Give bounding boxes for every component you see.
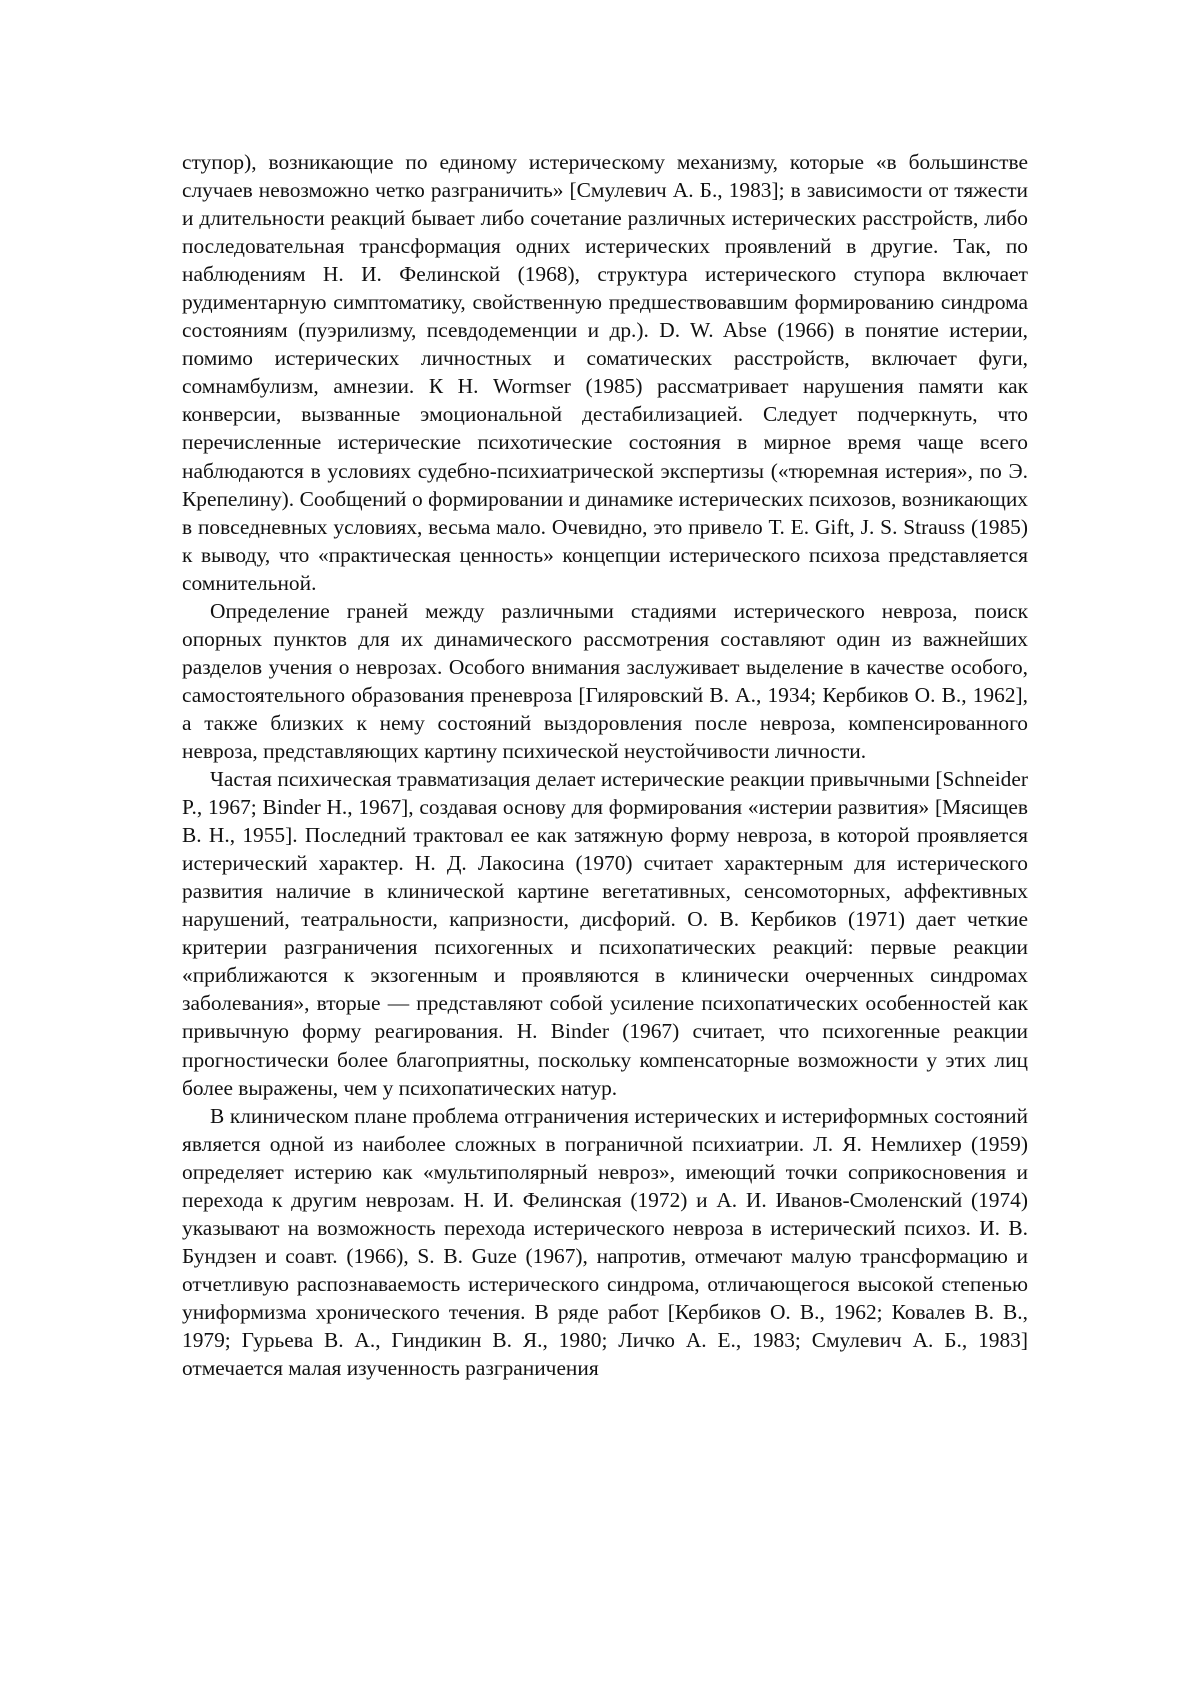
paragraph-3: Частая психическая травматизация делает истерические реакции привычными [Schneider P., 1967; Binder H., 1967], создавая основу для формирования «истерии развития» [Мясищев В. Н., 1955]. Последний трактовал ее как затяжную форму невроза, в которой проявляется истерический характер. Н. Д. Лакосина (1970) считает характерным для истерического развития наличие в клинической картине вегетативных, сенсомоторных, аффективных нарушений, театральности, капризности, дисфорий. О. В. Кербиков (1971) дает четкие критерии разграничения психогенных и психопатических реакций: первые реакции «приближаются к экзогенным и проявляются в клинически очерченных синдромах заболевания», вторые — представляют собой усиление психопатических особенностей как привычную форму реагирования. H. Binder (1967) считает, что психогенные реакции прогностически более благоприятны, поскольку компенсаторные возможности у этих лиц более выражены, чем у психопатических натур. [182, 767, 1028, 1100]
paragraph-1: ступор), возникающие по единому истерическому механизму, которые «в большинстве случаев невозможно четко разграничить» [Смулевич А. Б., 1983]; в зависимости от тяжести и длительности реакций бывает либо сочетание различных истерических расстройств, либо последовательная трансформация одних истерических проявлений в другие. Так, по наблюдениям Н. И. Фелинской (1968), структура истерического ступора включает рудиментарную симптоматику, свойственную предшествовавшим формированию синдрома состояниям (пуэрилизму, псевдодеменции и др.). D. W. Abse (1966) в понятие истерии, помимо истерических личностных и соматических расстройств, включает фуги, сомнамбулизм, амнезии. К Н. Wormser (1985) рассматривает нарушения памяти как конверсии, вызванные эмоциональной дестабилизацией. Следует подчеркнуть, что перечисленные истерические психотические состояния в мирное время чаще всего наблюдаются в условиях судебно-психиатрической экспертизы («тюремная истерия», по Э. Крепелину). Сообщений о формировании и динамике истерических психозов, возникающих в повседневных условиях, весьма мало. Очевидно, это привело Т. E. Gift, J. S. Strauss (1985) к выводу, что «практическая ценность» концепции истерического психоза представляется сомнительной. [182, 150, 1028, 595]
document-page [182, 148, 1028, 1382]
paragraph-4: В клиническом плане проблема отграничения истерических и истериформных состояний является одной из наиболее сложных в пограничной психиатрии. Л. Я. Немлихер (1959) определяет истерию как «мультиполярный невроз», имеющий точки соприкосновения и перехода к другим неврозам. Н. И. Фелинская (1972) и А. И. Иванов-Смоленский (1974) указывают на возможность перехода истерического невроза в истерический психоз. И. В. Бундзен и соавт. (1966), S. B. Guze (1967), напротив, отмечают малую трансформацию и отчетливую распознаваемость истерического синдрома, отличающегося высокой степенью униформизма хронического течения. В ряде работ [Кербиков О. В., 1962; Ковалев В. В., 1979; Гурьева В. А., Гиндикин В. Я., 1980; Личко А. Е., 1983; Смулевич А. Б., 1983] отмечается малая изученность разграничения [182, 1103, 1028, 1381]
paragraph-2: Определение граней между различными стадиями истерического невроза, поиск опорных пунктов для их динамического рассмотрения составляют один из важнейших разделов учения о неврозах. Особого внимания заслуживает выделение в качестве особого, самостоятельного образования преневроза [Гиляровский В. А., 1934; Кербиков О. В., 1962], а также близких к нему состояний выздоровления после невроза, компенсированного невроза, представляющих картину психической неустойчивости личности. [182, 598, 1028, 763]
